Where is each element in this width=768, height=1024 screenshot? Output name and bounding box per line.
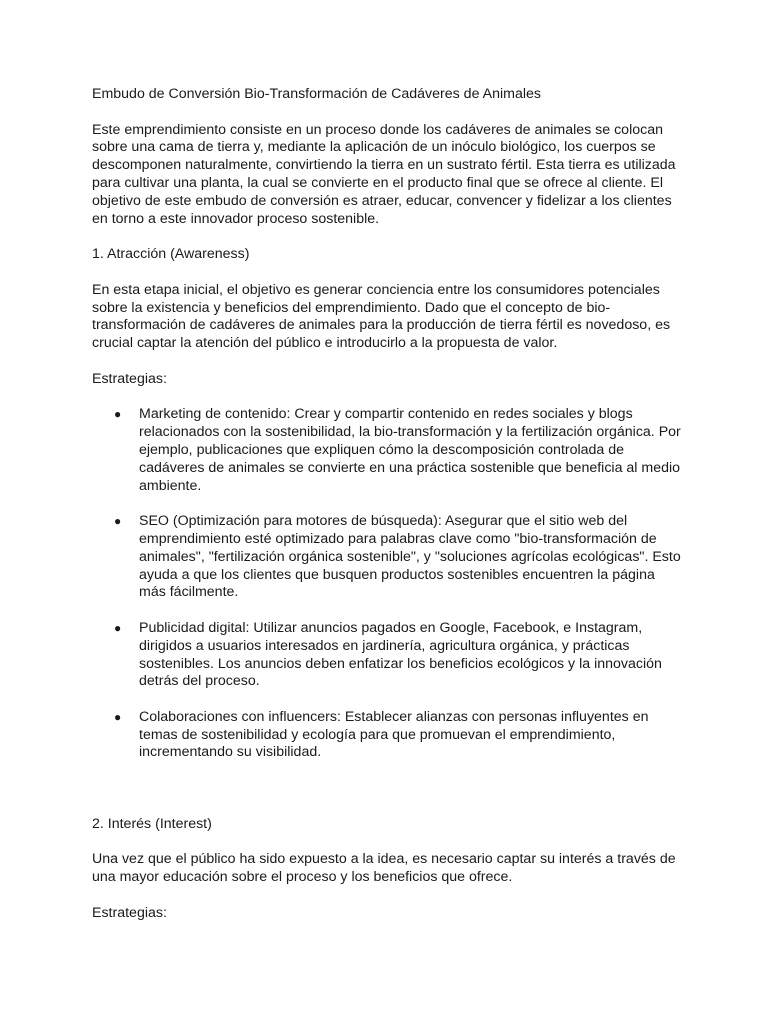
section2-heading: 2. Interés (Interest) xyxy=(92,815,212,832)
section2-paragraph: Una vez que el público ha sido expuesto a la idea, es necesario captar su interés a través de una mayor educación sobre el proceso y los beneficios que ofrece. xyxy=(92,851,676,886)
bullet-icon: ● xyxy=(114,514,122,529)
section1-strategies-label: Estrategias: xyxy=(92,370,167,387)
list-item-text: Publicidad digital: Utilizar anuncios pagados en Google, Facebook, e Instagram, dirigidos a usuarios interesados en jardinería, agricultura orgánica, y prácticas sostenibles. Los anuncios deben enfatizar los beneficios ecológicos y la innovación detrás del proceso. xyxy=(139,619,662,690)
list-item xyxy=(92,406,682,495)
list-item xyxy=(92,513,682,602)
section1-strategy-list xyxy=(92,406,682,762)
intro-paragraph: Este emprendimiento consiste en un proceso donde los cadáveres de animales se colocan sobre una cama de tierra y, mediante la aplicación de un inóculo biológico, los cuerpos se descomponen naturalmente, convirtiendo la tierra en un sustrato fértil. Esta tierra es utilizada para cultivar una planta, la cual se convierte en el producto final que se ofrece al cliente. El objetivo de este embudo de conversión es atraer, educar, convencer y fidelizar a los clientes en torno a este innovador proceso sostenible. xyxy=(92,121,676,227)
section2-strategies-label: Estrategias: xyxy=(92,904,167,921)
list-item-text: Colaboraciones con influencers: Establecer alianzas con personas influyentes en temas de sostenibilidad y ecología para que promuevan el emprendimiento, incrementando su visibilidad. xyxy=(139,708,649,761)
bullet-icon: ● xyxy=(114,709,122,724)
list-item-text: SEO (Optimización para motores de búsqueda): Asegurar que el sitio web del emprendimiento esté optimizado para palabras clave como "bio-transformación de animales", "fertilización orgánica sostenible", y "soluciones agrícolas ecológicas". Esto ayuda a que los clientes que busquen productos sostenibles encuentren la página más fácilmente. xyxy=(139,513,681,601)
document-body xyxy=(92,86,682,922)
list-item xyxy=(92,709,682,762)
section1-paragraph: En esta etapa inicial, el objetivo es generar conciencia entre los consumidores potenciales sobre la existencia y beneficios del emprendimiento. Dado que el concepto de bio-transformación de cadáveres de animales para la producción de tierra fértil es novedoso, es crucial captar la atención del público e introducirlo a la propuesta de valor. xyxy=(92,281,671,352)
list-item-text: Marketing de contenido: Crear y compartir contenido en redes sociales y blogs relacionados con la sostenibilidad, la bio-transformación y la fertilización orgánica. Por ejemplo, publicaciones que expliquen cómo la descomposición controlada de cadáveres de animales se convierte en una práctica sostenible que beneficia al medio ambiente. xyxy=(139,406,681,494)
bullet-icon: ● xyxy=(114,620,122,635)
document-title: Embudo de Conversión Bio-Transformación de Cadáveres de Animales xyxy=(92,86,541,102)
section1-heading: 1. Atracción (Awareness) xyxy=(92,246,250,263)
list-item xyxy=(92,620,682,691)
bullet-icon: ● xyxy=(114,407,122,422)
